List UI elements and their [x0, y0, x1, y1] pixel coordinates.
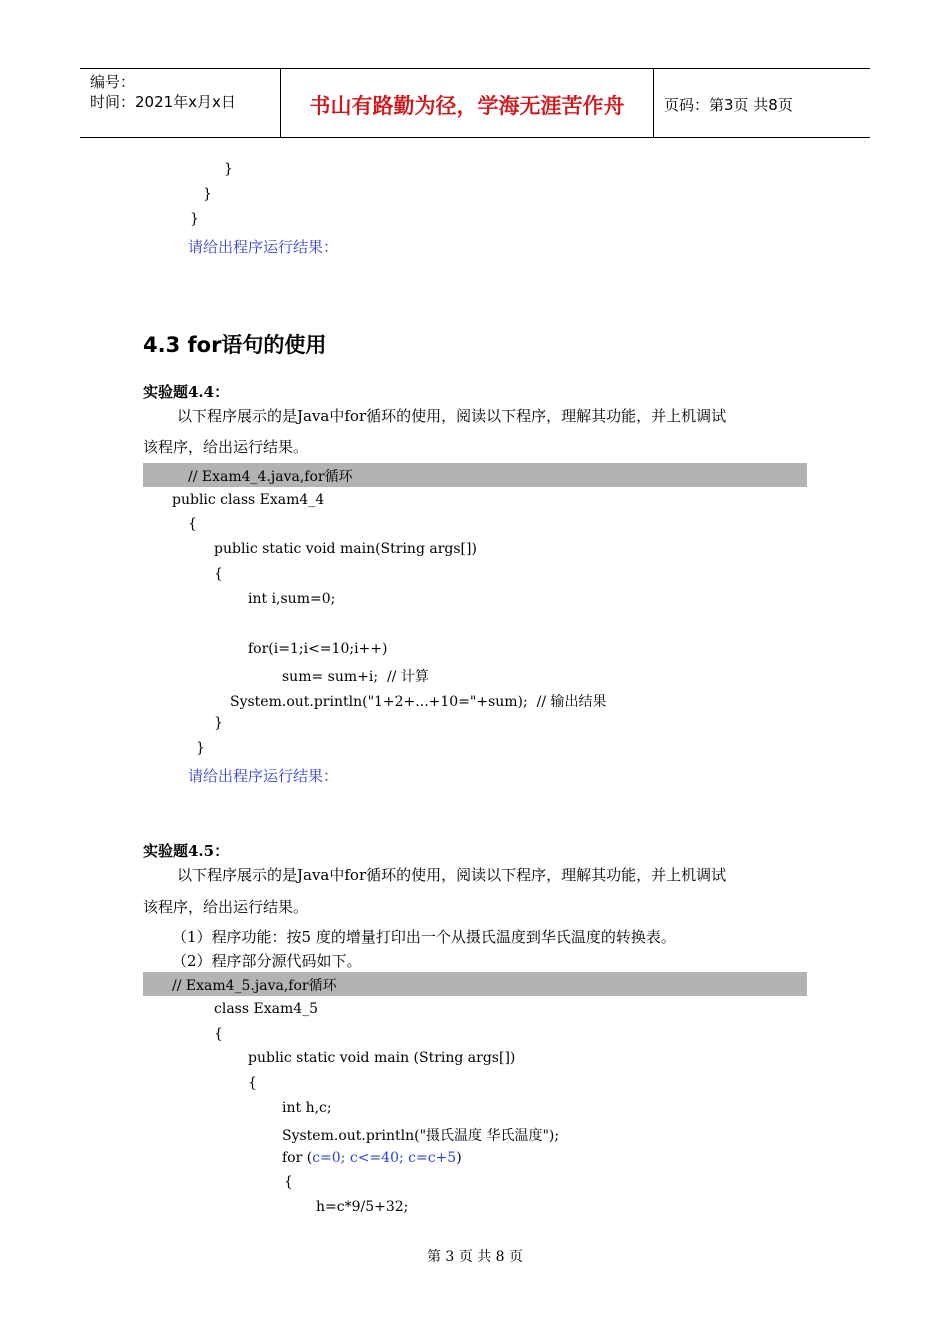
- code-line: {: [284, 1174, 293, 1190]
- code-line: public static void main(String args[]): [214, 541, 477, 557]
- exam-description: 该程序，给出运行结果。: [143, 898, 309, 916]
- header-right-cell: [654, 69, 870, 137]
- page-footer: 第 3 页 共 8 页: [426, 1249, 524, 1265]
- section-title: 4.3 for语句的使用: [143, 333, 327, 357]
- exam-title: 实验题4.4：: [143, 383, 230, 401]
- code-line: {: [214, 566, 223, 582]
- code-line: System.out.println("摄氏温度 华氏温度");: [282, 1128, 560, 1144]
- code-line: int h,c;: [282, 1100, 332, 1116]
- code-line-for: [282, 1150, 462, 1166]
- serial-label: 编号：: [90, 73, 136, 91]
- header-mid-cell: [281, 69, 654, 137]
- code-line: }: [196, 740, 205, 756]
- code-line: System.out.println("1+2+...+10="+sum); // 输出结果: [230, 694, 607, 710]
- code-line: }: [224, 161, 233, 177]
- header-motto: 书山有路勤为径，学海无涯苦作舟: [309, 94, 625, 118]
- code-line: }: [214, 715, 223, 731]
- code-line: for(i=1;i<=10;i++): [248, 641, 388, 657]
- exam-description: 该程序，给出运行结果。: [143, 438, 309, 456]
- result-prompt: 请给出程序运行结果：: [188, 767, 339, 785]
- code-line: class Exam4_5: [214, 1001, 319, 1017]
- exam-description: 以下程序展示的是Java中for循环的使用，阅读以下程序，理解其功能，并上机调试: [177, 866, 727, 884]
- exam-description: 以下程序展示的是Java中for循环的使用，阅读以下程序，理解其功能，并上机调试: [177, 407, 727, 425]
- code-token-highlight: c=0; c<=40; c=c+5: [312, 1150, 457, 1166]
- code-line: public static void main (String args[]): [248, 1050, 516, 1066]
- code-line: {: [188, 516, 197, 532]
- code-token: ): [456, 1150, 462, 1166]
- code-line: }: [190, 211, 199, 227]
- code-line: // Exam4_5.java,for循环: [172, 978, 337, 994]
- code-line: {: [248, 1075, 257, 1091]
- code-token: for (: [282, 1150, 313, 1166]
- code-line: {: [214, 1026, 223, 1042]
- code-line: int i,sum=0;: [248, 591, 336, 607]
- exam-item: （1）程序功能：按5 度的增量打印出一个从摄氏温度到华氏温度的转换表。: [172, 928, 676, 946]
- time-label: 时间：2021年x月x日: [90, 93, 236, 111]
- code-line: sum= sum+i; // 计算: [282, 669, 429, 685]
- code-line: h=c*9/5+32;: [316, 1199, 409, 1215]
- header-left-cell: [80, 69, 281, 137]
- code-line: public class Exam4_4: [172, 492, 325, 508]
- exam-title: 实验题4.5：: [143, 842, 230, 860]
- exam-item: （2）程序部分源代码如下。: [172, 952, 362, 970]
- header-page-code: 页码：第3页 共8页: [664, 96, 793, 114]
- page-header: [80, 68, 870, 138]
- code-line: // Exam4_4.java,for循环: [188, 469, 353, 485]
- result-prompt: 请给出程序运行结果：: [188, 238, 339, 256]
- code-line: }: [203, 186, 212, 202]
